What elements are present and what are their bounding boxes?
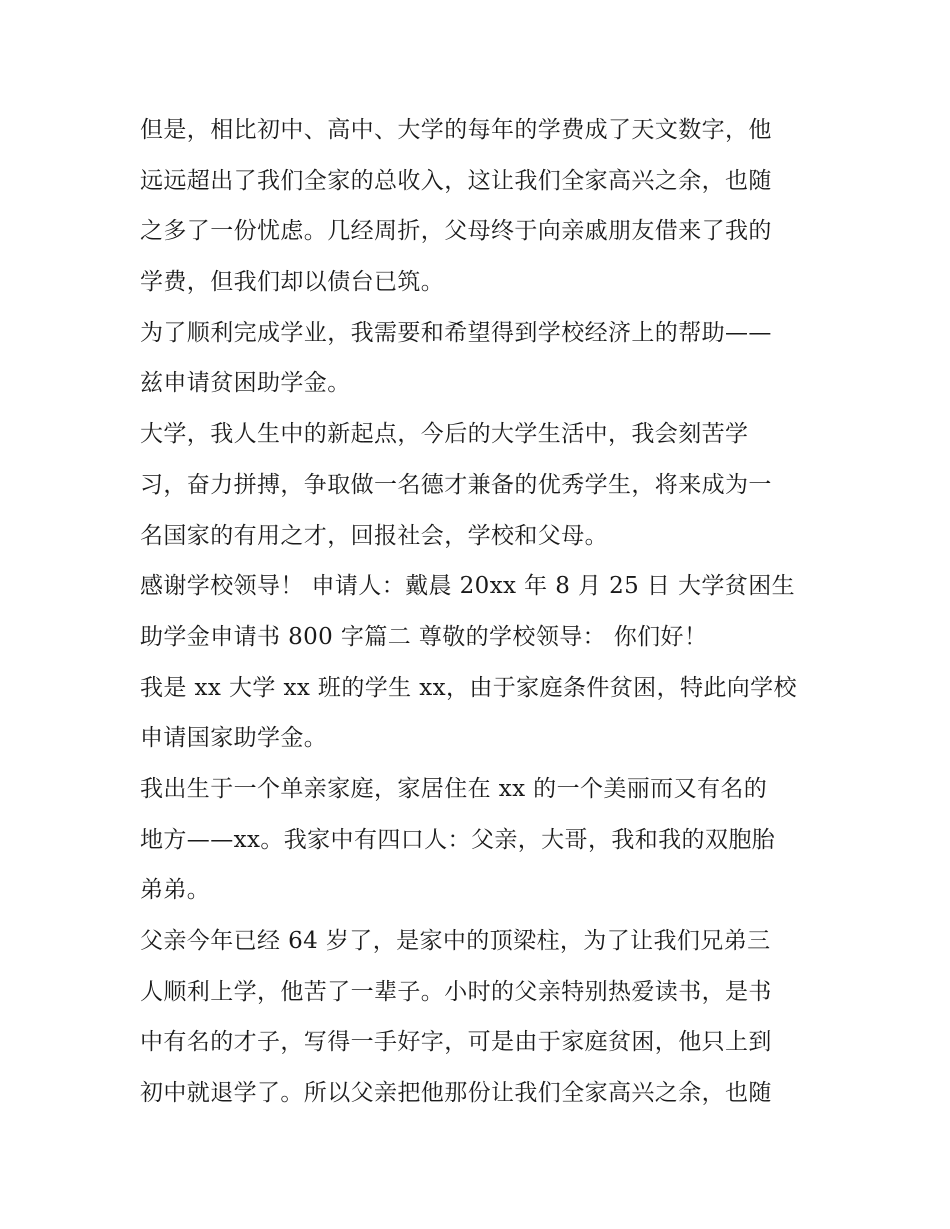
- text-line: 为了顺利完成学业，我需要和希望得到学校经济上的帮助——: [140, 319, 772, 346]
- text-line: 远远超出了我们全家的总收入，这让我们全家高兴之余，也随: [140, 167, 772, 194]
- text-line: 但是，相比初中、高中、大学的每年的学费成了天文数字，他: [140, 117, 772, 143]
- text-line: 地方——xx。我家中有四口人：父亲，大哥，我和我的双胞胎: [140, 826, 776, 853]
- text-line: 初中就退学了。所以父亲把他那份让我们全家高兴之余，也随: [140, 1080, 772, 1107]
- text-line: 人顺利上学，他苦了一辈子。小时的父亲特别热爱读书，是书: [140, 978, 772, 1005]
- text-line: 大学，我人生中的新起点，今后的大学生活中，我会刻苦学: [140, 421, 749, 448]
- document-body: [140, 105, 820, 1119]
- text-line: 兹申请贫困助学金。: [140, 370, 351, 397]
- text-line: 助学金申请书 800 字篇二 尊敬的学校领导： 你们好！: [140, 623, 708, 650]
- text-line: 我是 xx 大学 xx 班的学生 xx，由于家庭条件贫困，特此向学校: [140, 674, 797, 701]
- text-line: 父亲今年已经 64 岁了，是家中的顶梁柱，为了让我们兄弟三: [140, 928, 771, 954]
- text-line: 之多了一份忧虑。几经周折，父母终于向亲戚朋友借来了我的: [140, 218, 772, 245]
- text-line: 学费，但我们却以债台已筑。: [140, 269, 445, 296]
- text-line: 中有名的才子，写得一手好字，可是由于家庭贫困，他只上到: [140, 1029, 772, 1056]
- text-line: 感谢学校领导！ 申请人：戴晨 20xx 年 8 月 25 日 大学贫困生: [140, 573, 795, 600]
- text-line: 申请国家助学金。: [140, 725, 328, 752]
- text-line: 弟弟。: [140, 877, 211, 904]
- text-line: 习，奋力拼搏，争取做一名德才兼备的优秀学生，将来成为一: [140, 471, 772, 498]
- text-line: 名国家的有用之才，回报社会，学校和父母。: [140, 522, 608, 549]
- text-line: 我出生于一个单亲家庭，家居住在 xx 的一个美丽而又有名的: [140, 775, 768, 802]
